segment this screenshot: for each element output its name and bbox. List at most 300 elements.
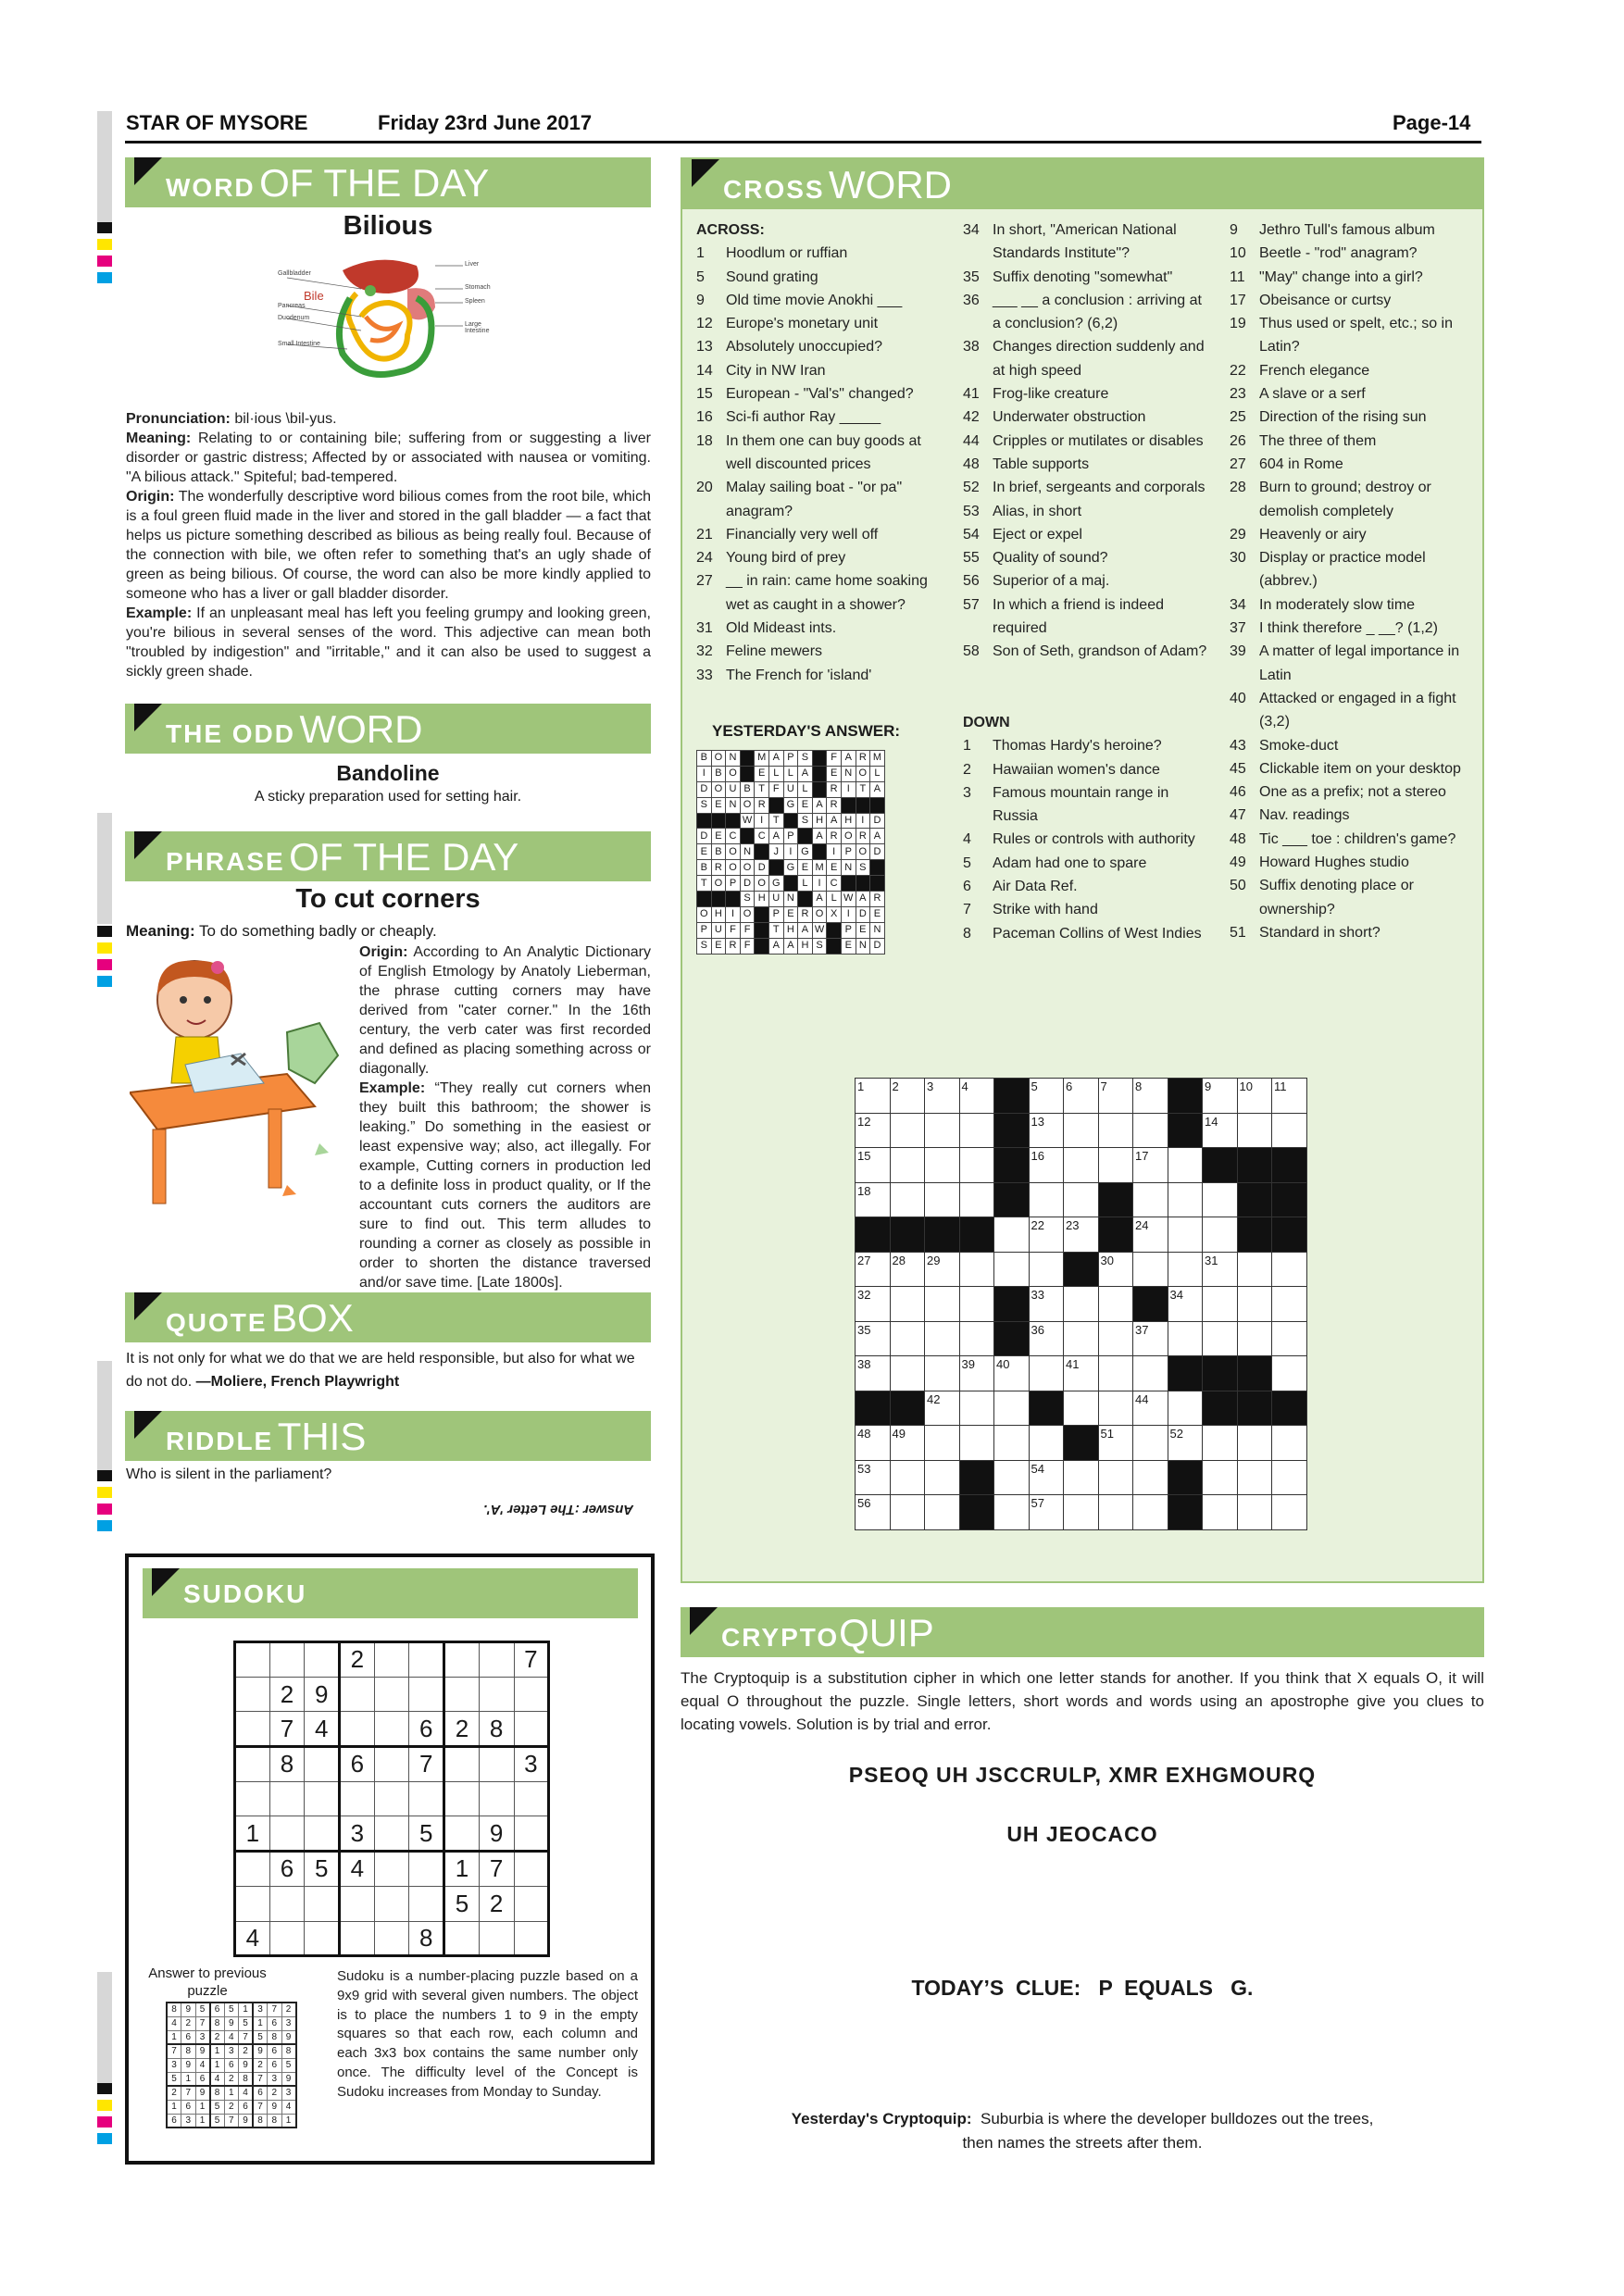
sudoku-grid[interactable] bbox=[233, 1641, 550, 1957]
sudoku-cell[interactable] bbox=[514, 1852, 549, 1887]
answer-letter: O bbox=[841, 829, 856, 844]
sudoku-cell[interactable] bbox=[374, 1677, 409, 1712]
crossword-cell[interactable] bbox=[1237, 1495, 1272, 1530]
crossword-cell[interactable] bbox=[1064, 1079, 1099, 1114]
crossword-cell[interactable] bbox=[1272, 1460, 1307, 1495]
clue-item bbox=[963, 781, 1213, 829]
crossword-cell[interactable] bbox=[1098, 1426, 1133, 1461]
crossword-cell[interactable] bbox=[856, 1182, 891, 1217]
odd-word-banner bbox=[125, 704, 651, 754]
crossword-cell[interactable] bbox=[1098, 1287, 1133, 1322]
crossword-cell[interactable] bbox=[1203, 1426, 1238, 1461]
clue-item bbox=[963, 828, 1213, 851]
crossword-cell[interactable] bbox=[1098, 1356, 1133, 1391]
clue-number: 48 bbox=[1230, 830, 1246, 847]
crossword-cell[interactable] bbox=[1098, 1079, 1133, 1114]
sudoku-cell[interactable] bbox=[374, 1781, 409, 1816]
sudoku-cell[interactable] bbox=[340, 1781, 375, 1816]
crossword-cell[interactable] bbox=[1029, 1079, 1064, 1114]
crossword-cell[interactable] bbox=[1029, 1148, 1064, 1183]
crossword-cell[interactable] bbox=[1133, 1495, 1168, 1530]
answer-letter: H bbox=[812, 813, 827, 829]
crossword-cell[interactable] bbox=[1064, 1148, 1099, 1183]
crossword-cell[interactable] bbox=[1203, 1113, 1238, 1148]
answer-block bbox=[711, 892, 726, 907]
answer-letter: U bbox=[711, 922, 726, 938]
crossword-cell[interactable] bbox=[1203, 1182, 1238, 1217]
answer-block bbox=[798, 892, 813, 907]
crossword-cell[interactable] bbox=[925, 1287, 960, 1322]
sudoku-cell[interactable] bbox=[444, 1642, 480, 1678]
diagram-label: Stomach bbox=[465, 284, 491, 291]
answer-block bbox=[841, 797, 856, 813]
sudoku-cell[interactable] bbox=[409, 1677, 444, 1712]
clue-text: Howard Hughes studio bbox=[1259, 855, 1409, 871]
clue-text: "May" change into a girl? bbox=[1259, 268, 1423, 285]
crossword-block bbox=[994, 1113, 1030, 1148]
banner-caps: RIDDLE bbox=[166, 1427, 274, 1455]
across-heading: ACROSS: bbox=[696, 222, 765, 238]
crossword-cell[interactable] bbox=[856, 1495, 891, 1530]
sudoku-cell[interactable] bbox=[269, 1816, 305, 1852]
crossword-cell[interactable] bbox=[1029, 1321, 1064, 1356]
crossword-cell[interactable] bbox=[1237, 1287, 1272, 1322]
crossword-block bbox=[890, 1391, 925, 1426]
crossword-cell[interactable] bbox=[994, 1460, 1030, 1495]
crossword-cell[interactable] bbox=[1203, 1252, 1238, 1287]
quote-box-banner bbox=[125, 1292, 651, 1342]
crossword-cell[interactable] bbox=[1133, 1391, 1168, 1426]
crossword-cell[interactable] bbox=[959, 1426, 994, 1461]
crossword-cell[interactable] bbox=[994, 1217, 1030, 1253]
crossword-cell[interactable] bbox=[1029, 1182, 1064, 1217]
crossword-cell[interactable] bbox=[1133, 1252, 1168, 1287]
clue-item bbox=[1230, 359, 1481, 382]
crossword-cell[interactable] bbox=[1029, 1287, 1064, 1322]
clue-number: 53 bbox=[963, 503, 980, 519]
crossword-cell[interactable] bbox=[925, 1252, 960, 1287]
crossword-cell[interactable] bbox=[1203, 1287, 1238, 1322]
crossword-cell[interactable] bbox=[856, 1356, 891, 1391]
crossword-cell[interactable] bbox=[1029, 1426, 1064, 1461]
sudoku-cell[interactable] bbox=[305, 1886, 340, 1921]
crossword-cell[interactable] bbox=[925, 1113, 960, 1148]
answer-letter: G bbox=[768, 876, 783, 892]
crossword-cell[interactable] bbox=[1133, 1321, 1168, 1356]
clue-text: Malay sailing boat - "or pa" anagram? bbox=[726, 480, 903, 519]
crossword-cell[interactable] bbox=[1064, 1217, 1099, 1253]
answer-letter: S bbox=[697, 938, 712, 954]
clue-number: 5 bbox=[963, 855, 971, 871]
crossword-cell[interactable] bbox=[856, 1148, 891, 1183]
answer-letter: U bbox=[768, 892, 783, 907]
sudoku-cell[interactable] bbox=[514, 1712, 549, 1747]
sudoku-cell[interactable] bbox=[479, 1642, 514, 1678]
crossword-cell[interactable] bbox=[1237, 1079, 1272, 1114]
crossword-cell[interactable] bbox=[1029, 1217, 1064, 1253]
crossword-cell[interactable] bbox=[890, 1356, 925, 1391]
sudoku-answer-grid bbox=[166, 2002, 297, 2128]
clue-text: Suffix denoting "somewhat" bbox=[993, 268, 1173, 285]
crossword-cell[interactable] bbox=[1064, 1391, 1099, 1426]
sudoku-answer-cell: 2 bbox=[239, 2044, 254, 2058]
sudoku-cell[interactable] bbox=[340, 1921, 375, 1956]
sudoku-cell[interactable] bbox=[305, 1747, 340, 1782]
sudoku-answer-cell: 1 bbox=[281, 2114, 296, 2128]
sudoku-cell: 6 bbox=[269, 1852, 305, 1887]
sudoku-cell[interactable] bbox=[305, 1781, 340, 1816]
sudoku-cell[interactable] bbox=[479, 1677, 514, 1712]
sudoku-cell[interactable] bbox=[409, 1642, 444, 1678]
crossword-cell[interactable] bbox=[1203, 1321, 1238, 1356]
sudoku-answer-cell: 3 bbox=[181, 2114, 196, 2128]
crossword-cell[interactable] bbox=[1133, 1182, 1168, 1217]
crossword-cell[interactable] bbox=[856, 1426, 891, 1461]
crossword-cell[interactable] bbox=[1029, 1460, 1064, 1495]
clue-text: In moderately slow time bbox=[1259, 596, 1416, 613]
quote-author: —Moliere, French Playwright bbox=[192, 1374, 400, 1390]
crossword-cell[interactable] bbox=[1272, 1356, 1307, 1391]
clue-text: __ in rain: came home soaking wet as caught in a shower? bbox=[726, 573, 928, 613]
crossword-cell[interactable] bbox=[1133, 1460, 1168, 1495]
crossword-cell[interactable] bbox=[890, 1495, 925, 1530]
crossword-cell[interactable] bbox=[1133, 1356, 1168, 1391]
clue-item bbox=[963, 406, 1213, 429]
banner-caps: CRYPTO bbox=[721, 1623, 840, 1652]
crossword-cell[interactable] bbox=[856, 1113, 891, 1148]
crossword-cell[interactable] bbox=[856, 1079, 891, 1114]
answer-letter: P bbox=[783, 751, 798, 767]
answer-letter: A bbox=[856, 892, 870, 907]
crossword-cell[interactable] bbox=[925, 1182, 960, 1217]
crossword-cell[interactable] bbox=[856, 1287, 891, 1322]
crossword-cell[interactable] bbox=[1029, 1252, 1064, 1287]
crossword-cell[interactable] bbox=[890, 1287, 925, 1322]
crossword-cell[interactable] bbox=[1133, 1113, 1168, 1148]
sudoku-cell[interactable] bbox=[235, 1781, 270, 1816]
clue-text: The French for 'island' bbox=[726, 667, 872, 683]
crossword-cell[interactable] bbox=[925, 1356, 960, 1391]
crossword-cell[interactable] bbox=[890, 1426, 925, 1461]
crossword-cell[interactable] bbox=[959, 1079, 994, 1114]
clue-number: 24 bbox=[696, 550, 713, 567]
answer-block bbox=[856, 797, 870, 813]
crossword-cell[interactable] bbox=[1098, 1460, 1133, 1495]
answer-letter: R bbox=[798, 906, 813, 922]
crossword-cell[interactable] bbox=[1098, 1495, 1133, 1530]
answer-letter: I bbox=[827, 844, 842, 860]
sudoku-cell[interactable] bbox=[374, 1712, 409, 1747]
sudoku-cell[interactable] bbox=[444, 1781, 480, 1816]
clue-item bbox=[1230, 851, 1481, 874]
clue-number: 1 bbox=[696, 245, 705, 262]
sudoku-cell[interactable] bbox=[514, 1921, 549, 1956]
sudoku-cell[interactable] bbox=[235, 1886, 270, 1921]
crossword-cell[interactable] bbox=[1203, 1460, 1238, 1495]
sudoku-answer-cell: 8 bbox=[181, 2044, 196, 2058]
sudoku-cell[interactable] bbox=[374, 1921, 409, 1956]
sudoku-cell[interactable] bbox=[444, 1921, 480, 1956]
answer-letter: B bbox=[740, 781, 755, 797]
sudoku-cell[interactable] bbox=[514, 1781, 549, 1816]
clue-text: Obeisance or curtsy bbox=[1259, 292, 1392, 308]
cell-number: 16 bbox=[1031, 1149, 1044, 1163]
clue-item bbox=[1230, 921, 1481, 944]
crossword-cell[interactable] bbox=[959, 1148, 994, 1183]
cell-number: 54 bbox=[1031, 1461, 1044, 1476]
crossword-cell[interactable] bbox=[1168, 1252, 1203, 1287]
crossword-cell[interactable] bbox=[890, 1079, 925, 1114]
sudoku-cell[interactable] bbox=[514, 1886, 549, 1921]
crossword-cell[interactable] bbox=[1133, 1148, 1168, 1183]
crossword-cell[interactable] bbox=[1237, 1113, 1272, 1148]
crossword-cell[interactable] bbox=[1133, 1079, 1168, 1114]
crossword-cell[interactable] bbox=[1168, 1182, 1203, 1217]
crossword-cell[interactable] bbox=[890, 1148, 925, 1183]
crossword-cell[interactable] bbox=[890, 1321, 925, 1356]
clue-text: Table supports bbox=[993, 455, 1090, 472]
crossword-cell[interactable] bbox=[856, 1252, 891, 1287]
sudoku-cell[interactable] bbox=[235, 1712, 270, 1747]
answer-letter: O bbox=[740, 906, 755, 922]
clue-text: The three of them bbox=[1259, 432, 1377, 449]
crossword-cell[interactable] bbox=[1203, 1495, 1238, 1530]
sudoku-answer-cell: 1 bbox=[210, 2044, 225, 2058]
crossword-cell[interactable] bbox=[890, 1113, 925, 1148]
crossword-cell[interactable] bbox=[1029, 1113, 1064, 1148]
clue-number: 7 bbox=[963, 902, 971, 918]
origin-text: The wonderfully descriptive word bilious comes from the root bile, which is a foul green fluid made in the liver and stored in the gall bladder — a fact that helps us picture something described as bilious as being really foul. Because of the connection with bile, we often refer to something that's an ugly shade of green as being bilious. Of course, the word can also be more kindly applied to someone who has a liver or gall bladder disorder. bbox=[126, 489, 651, 602]
crossword-cell[interactable] bbox=[1098, 1321, 1133, 1356]
crossword-cell[interactable] bbox=[925, 1148, 960, 1183]
margin-gray-bar bbox=[97, 111, 112, 222]
crossword-cell[interactable] bbox=[1064, 1460, 1099, 1495]
meaning-label: Meaning: bbox=[126, 430, 192, 446]
clue-number: 9 bbox=[1230, 222, 1238, 238]
clue-item bbox=[696, 359, 946, 382]
sudoku-cell[interactable] bbox=[374, 1852, 409, 1887]
sudoku-cell[interactable] bbox=[479, 1921, 514, 1956]
crossword-cell[interactable] bbox=[1272, 1079, 1307, 1114]
crossword-cell[interactable] bbox=[1237, 1460, 1272, 1495]
sudoku-answer-cell: 3 bbox=[253, 2003, 268, 2016]
sudoku-answer-cell: 2 bbox=[224, 2100, 239, 2114]
sudoku-cell[interactable] bbox=[235, 1747, 270, 1782]
cell-number: 24 bbox=[1135, 1218, 1149, 1232]
sudoku-cell[interactable] bbox=[235, 1677, 270, 1712]
yesterday-cryptoquip-label: Yesterday's Cryptoquip: bbox=[791, 2110, 972, 2128]
answer-letter: C bbox=[827, 876, 842, 892]
word-of-day-banner bbox=[125, 157, 651, 207]
crossword-cell[interactable] bbox=[1029, 1356, 1064, 1391]
crossword-cell[interactable] bbox=[1272, 1495, 1307, 1530]
sudoku-answer-cell: 8 bbox=[268, 2030, 282, 2044]
clue-text: Old Mideast ints. bbox=[726, 620, 837, 637]
crossword-cell[interactable] bbox=[1064, 1113, 1099, 1148]
crossword-cell[interactable] bbox=[1272, 1287, 1307, 1322]
crossword-cell[interactable] bbox=[925, 1426, 960, 1461]
crossword-cell[interactable] bbox=[994, 1391, 1030, 1426]
crossword-cell[interactable] bbox=[1029, 1495, 1064, 1530]
sudoku-answer-cell: 9 bbox=[281, 2072, 296, 2086]
sudoku-cell[interactable] bbox=[340, 1677, 375, 1712]
crossword-cell[interactable] bbox=[925, 1321, 960, 1356]
crossword-cell[interactable] bbox=[959, 1252, 994, 1287]
crossword-cell[interactable] bbox=[856, 1460, 891, 1495]
crossword-cell[interactable] bbox=[959, 1113, 994, 1148]
sudoku-cell[interactable] bbox=[340, 1712, 375, 1747]
sudoku-answer-cell: 2 bbox=[181, 2016, 196, 2030]
sudoku-banner bbox=[143, 1568, 638, 1618]
crossword-grid[interactable] bbox=[855, 1078, 1307, 1530]
crossword-cell[interactable] bbox=[925, 1495, 960, 1530]
answer-letter: L bbox=[870, 766, 885, 781]
sudoku-cell[interactable] bbox=[374, 1642, 409, 1678]
answer-block bbox=[711, 813, 726, 829]
crossword-cell[interactable] bbox=[994, 1495, 1030, 1530]
yesterday-crossword-grid bbox=[696, 750, 885, 955]
cell-number: 15 bbox=[857, 1149, 871, 1163]
crossword-cell[interactable] bbox=[1168, 1217, 1203, 1253]
clue-number: 57 bbox=[963, 596, 980, 613]
sudoku-cell[interactable] bbox=[444, 1747, 480, 1782]
sudoku-cell[interactable] bbox=[235, 1852, 270, 1887]
crossword-cell[interactable] bbox=[959, 1287, 994, 1322]
crossword-cell[interactable] bbox=[890, 1182, 925, 1217]
crossword-cell[interactable] bbox=[1168, 1148, 1203, 1183]
crossword-cell[interactable] bbox=[1133, 1426, 1168, 1461]
origin-label: Origin: bbox=[359, 944, 408, 960]
crossword-cell[interactable] bbox=[1064, 1356, 1099, 1391]
answer-letter: N bbox=[726, 797, 741, 813]
crossword-cell[interactable] bbox=[994, 1252, 1030, 1287]
crossword-cell[interactable] bbox=[1237, 1321, 1272, 1356]
yesterday-cryptoquip-text: Suburbia is where the developer bulldozes out the trees, bbox=[971, 2110, 1374, 2128]
crossword-cell[interactable] bbox=[1168, 1321, 1203, 1356]
answer-letter: E bbox=[755, 766, 769, 781]
crossword-cell[interactable] bbox=[1098, 1148, 1133, 1183]
crossword-cell[interactable] bbox=[959, 1321, 994, 1356]
sudoku-cell[interactable] bbox=[514, 1677, 549, 1712]
crossword-block bbox=[856, 1217, 891, 1253]
sudoku-cell[interactable] bbox=[409, 1781, 444, 1816]
sudoku-cell[interactable] bbox=[444, 1816, 480, 1852]
banner-thin: WORD bbox=[829, 163, 953, 206]
crossword-block bbox=[1272, 1148, 1307, 1183]
answer-letter: H bbox=[798, 938, 813, 954]
sudoku-cell[interactable] bbox=[305, 1642, 340, 1678]
crossword-block bbox=[1237, 1148, 1272, 1183]
sudoku-cell[interactable] bbox=[514, 1816, 549, 1852]
sudoku-cell[interactable] bbox=[409, 1886, 444, 1921]
registration-mark bbox=[97, 1487, 112, 1498]
crossword-cell[interactable] bbox=[856, 1321, 891, 1356]
sudoku-cell[interactable] bbox=[340, 1886, 375, 1921]
crossword-cell[interactable] bbox=[1272, 1252, 1307, 1287]
answer-letter: T bbox=[856, 781, 870, 797]
sudoku-answer-cell: 1 bbox=[239, 2003, 254, 2016]
registration-mark bbox=[97, 256, 112, 267]
crossword-cell[interactable] bbox=[890, 1460, 925, 1495]
sudoku-cell[interactable] bbox=[479, 1747, 514, 1782]
sudoku-cell[interactable] bbox=[269, 1642, 305, 1678]
crossword-cell[interactable] bbox=[1133, 1217, 1168, 1253]
sudoku-cell[interactable] bbox=[374, 1886, 409, 1921]
sudoku-answer-cell: 8 bbox=[210, 2086, 225, 2100]
sudoku-answer-cell: 3 bbox=[167, 2058, 181, 2072]
sudoku-cell[interactable] bbox=[374, 1816, 409, 1852]
crossword-cell[interactable] bbox=[1168, 1287, 1203, 1322]
crossword-cell[interactable] bbox=[925, 1391, 960, 1426]
answer-letter: D bbox=[870, 938, 885, 954]
crossword-cell[interactable] bbox=[1098, 1252, 1133, 1287]
crossword-cell[interactable] bbox=[1237, 1426, 1272, 1461]
crossword-cell[interactable] bbox=[1237, 1252, 1272, 1287]
crossword-cell[interactable] bbox=[994, 1426, 1030, 1461]
clue-number: 54 bbox=[963, 526, 980, 543]
clue-item bbox=[696, 640, 946, 663]
sudoku-cell[interactable] bbox=[235, 1642, 270, 1678]
answer-block bbox=[768, 860, 783, 876]
crossword-cell[interactable] bbox=[1203, 1079, 1238, 1114]
crossword-cell[interactable] bbox=[925, 1079, 960, 1114]
crossword-cell[interactable] bbox=[1064, 1182, 1099, 1217]
banner-corner-triangle bbox=[134, 1411, 162, 1439]
sudoku-cell: 4 bbox=[305, 1712, 340, 1747]
crossword-cell[interactable] bbox=[1098, 1391, 1133, 1426]
clue-text: In brief, sergeants and corporals bbox=[993, 480, 1206, 496]
crossword-cell[interactable] bbox=[925, 1460, 960, 1495]
sudoku-cell[interactable] bbox=[269, 1781, 305, 1816]
crossword-cell[interactable] bbox=[959, 1356, 994, 1391]
sudoku-cell[interactable] bbox=[374, 1747, 409, 1782]
crossword-cell[interactable] bbox=[1064, 1495, 1099, 1530]
crossword-cell[interactable] bbox=[1203, 1217, 1238, 1253]
crossword-cell[interactable] bbox=[959, 1182, 994, 1217]
sudoku-cell[interactable] bbox=[305, 1816, 340, 1852]
clue-item bbox=[696, 406, 946, 429]
crossword-cell[interactable] bbox=[1098, 1113, 1133, 1148]
crossword-cell[interactable] bbox=[1064, 1321, 1099, 1356]
crossword-cell[interactable] bbox=[890, 1252, 925, 1287]
crossword-cell[interactable] bbox=[1168, 1391, 1203, 1426]
answer-block bbox=[870, 876, 885, 892]
crossword-cell[interactable] bbox=[1064, 1287, 1099, 1322]
crossword-cell[interactable] bbox=[1272, 1113, 1307, 1148]
clue-item bbox=[1230, 453, 1481, 476]
clue-text: Sci-fi author Ray _____ bbox=[726, 409, 881, 426]
cell-number: 6 bbox=[1066, 1079, 1073, 1093]
sudoku-cell[interactable] bbox=[479, 1781, 514, 1816]
crossword-cell[interactable] bbox=[1272, 1321, 1307, 1356]
crossword-block bbox=[925, 1217, 960, 1253]
sudoku-cell[interactable] bbox=[444, 1677, 480, 1712]
answer-letter: A bbox=[812, 892, 827, 907]
crossword-cell[interactable] bbox=[1168, 1426, 1203, 1461]
crossword-block bbox=[994, 1287, 1030, 1322]
sudoku-answer-cell: 7 bbox=[181, 2086, 196, 2100]
cell-number: 2 bbox=[892, 1079, 899, 1093]
crossword-cell[interactable] bbox=[994, 1356, 1030, 1391]
cell-number: 18 bbox=[857, 1183, 871, 1198]
crossword-cell[interactable] bbox=[1272, 1426, 1307, 1461]
crossword-cell[interactable] bbox=[959, 1391, 994, 1426]
sudoku-cell[interactable] bbox=[305, 1921, 340, 1956]
sudoku-cell: 7 bbox=[269, 1712, 305, 1747]
sudoku-cell[interactable] bbox=[269, 1886, 305, 1921]
sudoku-cell[interactable] bbox=[409, 1852, 444, 1887]
sudoku-cell[interactable] bbox=[269, 1921, 305, 1956]
